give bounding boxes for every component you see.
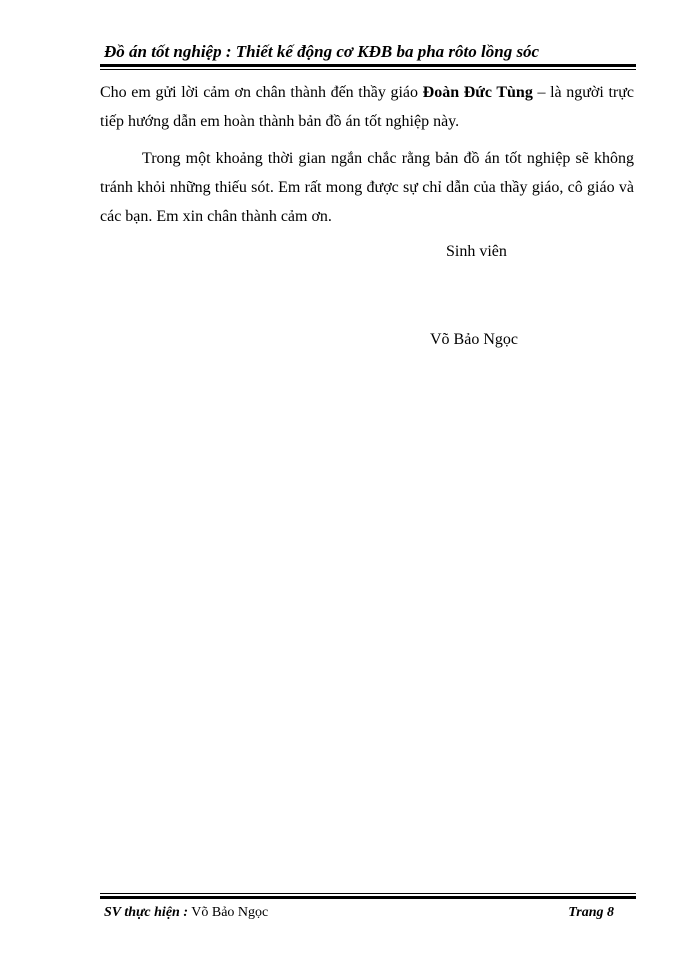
footer-rule-thick bbox=[100, 896, 636, 899]
paragraph-1-tail: – là người trực tiếp hướng dẫn em hoàn thành bản đồ án tốt nghiệp này. bbox=[100, 84, 635, 130]
footer-page-number: Trang 8 bbox=[568, 905, 614, 920]
paragraph-closing: Trong một khoảng thời gian ngắn chắc rằng bản đồ án tốt nghiệp sẽ không tránh khỏi những thiếu sót. Em rất mong được sự chỉ dẫn của thầy giáo, cô giáo và các bạn. Em xin chân thành cảm ơn. bbox=[100, 150, 634, 225]
footer-author-label: SV thực hiện : bbox=[104, 905, 188, 920]
footer-author-name: Võ Bảo Ngọc bbox=[191, 905, 269, 920]
footer-rule-thin bbox=[100, 893, 636, 894]
header-rule-thin bbox=[100, 69, 636, 70]
paragraph-1-lead: Cho em gửi lời cảm ơn chân thành đến thầy giáo bbox=[100, 84, 423, 101]
signature-name: Võ Bảo Ngọc bbox=[430, 331, 518, 348]
footer-author bbox=[104, 904, 268, 922]
paragraph-acknowledgement bbox=[100, 78, 634, 136]
header-rule-thick bbox=[100, 64, 636, 67]
advisor-name: Đoàn Đức Tùng bbox=[422, 84, 533, 101]
header-title: Đồ án tốt nghiệp : Thiết kế động cơ KĐB ba pha rôto lồng sóc bbox=[104, 42, 540, 61]
signature-role: Sinh viên bbox=[446, 243, 507, 260]
body-text bbox=[100, 78, 634, 239]
